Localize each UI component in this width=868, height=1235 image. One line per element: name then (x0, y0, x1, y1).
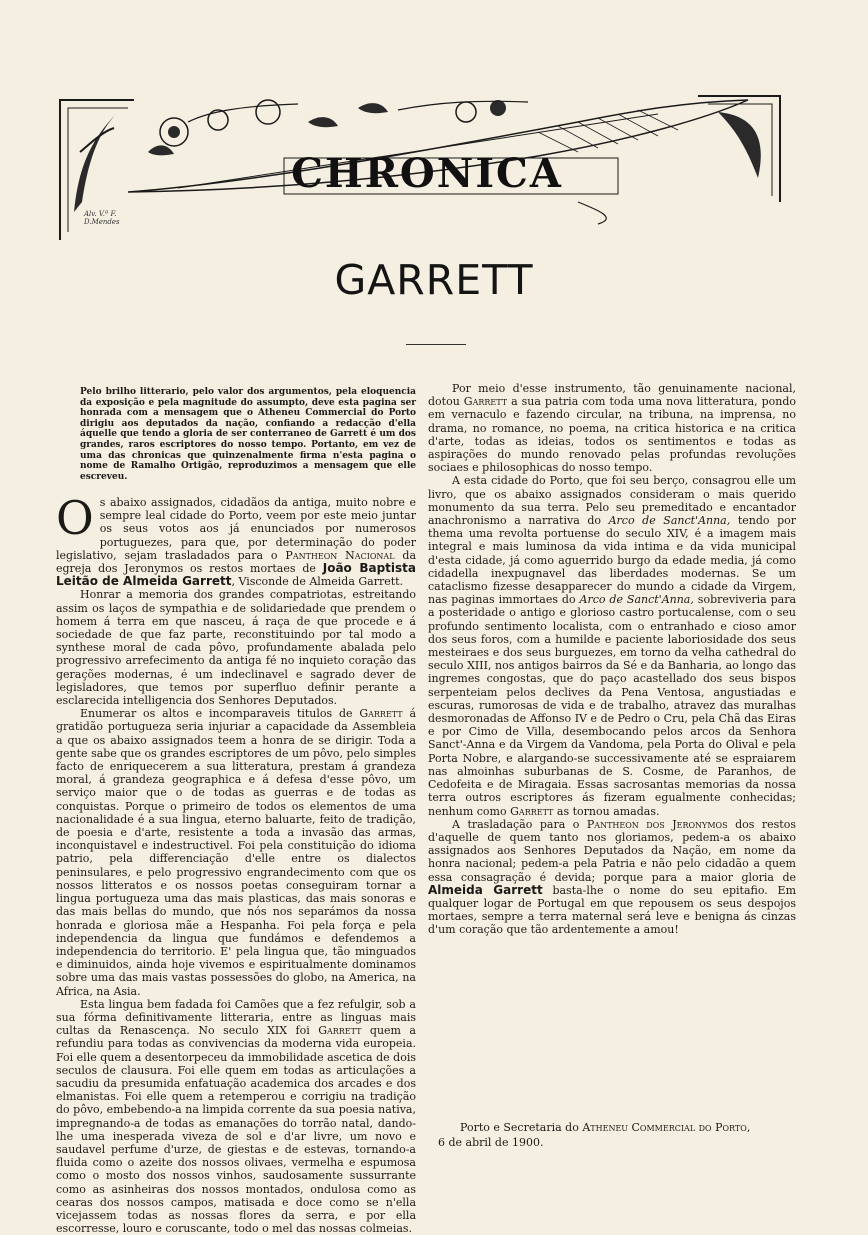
p7-text-c: basta-lhe o nome do seu epitafio. Em qualquer logar de Portugal em que repousem os seus despojos mortaes, sempre a terra maternal será leve e benigna ás cinzas d'um coração que tão ardentemente a amou! (428, 883, 796, 937)
signature-line (438, 1120, 798, 1135)
artist-signature-line1: Alv. V.ª F. (84, 210, 117, 218)
p6-garrett: Garrett (510, 804, 554, 818)
p7-name: Almeida Garrett (428, 882, 543, 897)
artist-signature (84, 210, 144, 226)
p7-text-b: dos restos d'aquelle de quem tanto nos gloriamos, pedem-a os abaixo assignados aos Senhores Deputados da Nação, em nome da honra nacional; pedem-a pela Patria e não pelo cidadão a quem essa consagração é devida; porque para a maior gloria de (428, 817, 796, 884)
p1-name: João Baptista Leitão de Almeida Garrett (56, 561, 416, 589)
p5-text-a: Por meio d'esse instrumento, tão genuinamente nacional, dotou (428, 382, 796, 409)
p6-book-title-2: Arco de Sanct'Anna, (579, 593, 694, 607)
signature-date: 6 de abril de 1900. (438, 1136, 544, 1149)
article-intro: Pelo brilho litterario, pelo valor dos argumentos, pela eloquencia da exposição e pela magnitude do assumpto, deve esta pagina ser honrada com a mensagem que o Atheneu Commercial do Porto dirigiu aos deputados da nação, confiando a redacção d'ella áquelle que tendo a gloria de ser conterraneo de Garrett é um dos grandes, raros escriptores do nosso tempo. Portanto, em vez de uma das chronicas que quinzenalmente firma n'esta pagina o nome de Ramalho Ortigão, reproduzimos a mensagem que elle escreveu. (80, 387, 416, 482)
chronica-banner (58, 92, 782, 242)
sign-org: Atheneu Commercial do Porto (582, 1121, 747, 1134)
p1-text-c: , Visconde de Almeida Garrett. (231, 575, 404, 589)
p3-text-b: á gratidão portugueza seria injuriar a capacidade da Assembleia a que os abaixo assignados teem a honra de se dirigir. Toda a gente sabe que os grandes escriptores de um pôvo, pelo simples facto de enriquecerem a sua litteratura, prestam á grandeza moral, á grandeza geographica e á defesa d'esse pôvo, um serviço maior que o de todas as guerras e de todas as conquistas. Porque o primeiro de todos os elementos de uma nacionalidade é a sua lingua, eterno baluarte, feito de tradição, de poesia e d'arte, resistente a toda a invasão das armas, inconquistavel e indestructivel. Foi pela constituição do idioma patrio, pela differenciação d'elle entre os dialectos peninsulares, e pelo progressivo engrandecimento com que os nossos litteratos e os nossos poetas conseguiram tornar a lingua portugueza uma das mais plasticas, das mais sonoras e das mais bellas do mundo, que nós nos separámos da nossa honrada e gloriosa mãe a Hespanha. Foi pela força e pela independencia da lingua que fundámos e defendemos a independencia do territorio. E' pela lingua que, tão minguados e diminuidos, ainda hoje vivemos e espiritualmente dominamos sobre uma das mais vastas possessões do globo, na America, na Africa, na Asia. (56, 707, 416, 998)
p6-book-title: Arco de Sanct'Anna, (608, 514, 731, 528)
right-column (428, 382, 797, 937)
signature-block (438, 1120, 798, 1150)
p7-text-a: A trasladação para o (452, 817, 580, 831)
p6-text-b: tendo por thema uma revolta portuense do seculo XIV, é a imagem mais integral e mais luminosa da vida intima e da vida municipal d'esta cidade, já como aguerrido burgo da edade media, já como cidadella inexpugnavel das liberdades modernas. Se um cataclismo fizesse desapparecer do mundo a cidade da Virgem, nas paginas immortaes do (428, 514, 796, 607)
p1-text-b: da egreja dos Jeronymos os restos mortaes de (56, 548, 417, 576)
paragraph-1 (56, 491, 417, 589)
p7-pantheon: Pantheon dos Jeronymos (586, 817, 728, 831)
paragraph-7 (428, 818, 796, 937)
paragraph-3 (56, 707, 416, 997)
p6-text-c: sobreviveria para a posteridade o antigo e glorioso castro portucalense, com o seu profundo sentimento localista, com o entranhado e cioso amor dos seus foros, com a humilde e paciente laboriosidade dos seus mesteiraes e dos seus burguezes, em torno da velha cathedral do seculo XIII, nos antigos bairros da Sé e da Banharia, ao longo das ingremes congostas, que do paço acastellado dos seus bispos serpenteiam pelos declives da Pena Ventosa, angustiadas e escuras, rumorosas de vida e de trabalho, atravez das muralhas desmoronadas de Affonso IV e de Pedro o Cru, pela Chã das Eiras e por Cimo de Villa, desembocando pelos arcos da Senhora Sanct'-Anna e da Virgem da Vandoma, pela Porta do Olival e pela Porta Nobre, e alargando-se successivamente até se espraiarem nas almoinhas suburbanas de S. Cosme, de Paranhos, de Cedofeita e de Miragaia. Essas sacrosantas memorias da nossa terra outros escriptores ás fizeram egualmente conhecidas; nenhum como (428, 593, 797, 818)
p5-garrett: Garrett (463, 395, 508, 409)
artist-signature-line2: D.Mendes (84, 218, 120, 226)
banner-title: CHRONICA (291, 150, 563, 197)
p4-garrett: Garrett (318, 1024, 362, 1038)
p3-text-a: Enumerar os altos e incomparaveis titulos de (80, 707, 353, 721)
p6-text-d: as tornou amadas. (556, 804, 660, 818)
sign-text-a: Porto e Secretaria do (460, 1121, 579, 1134)
p3-garrett: Garrett (359, 707, 403, 721)
p6-text-a: A esta cidade do Porto, que foi seu berço, consagrou elle um livro, que os abaixo assignados consideram o mais querido monumento da sua terra. Pelo seu premeditado e encantador anachronismo a narrativa do (428, 474, 796, 528)
dropcap: O (56, 491, 94, 545)
left-column (56, 491, 417, 1235)
sign-text-b: , (746, 1121, 751, 1134)
paragraph-6 (428, 474, 796, 817)
p1-pantheon: Pantheon Nacional (285, 548, 395, 562)
p1-text-a: s abaixo assignados, cidadãos da antiga, muito nobre e sempre leal cidade do Porto, veem por este meio juntar os seus votos aos já enunciados por numerosos portuguezes, para que, por determinação do poder legislativo, sejam trasladados para o (56, 496, 416, 562)
article-title: GARRETT (334, 256, 534, 304)
p4-text-a: Esta lingua bem fadada foi Camões que a fez refulgir, sob a sua fórma definitivamente litteraria, entre as linguas mais cultas da Renascença. No seculo XIX foi (56, 997, 416, 1038)
paragraph-5 (428, 382, 796, 474)
paragraph-4 (56, 997, 416, 1235)
title-divider (406, 344, 466, 345)
p4-text-b: quem a refundiu para todas as convivencias da moderna vida europeia. Foi elle quem a desentorpeceu da immobilidade ascetica de dois seculos de clausura. Foi elle quem em todas as articulações a sacudiu da presumida enfatuação academica dos arcades e dos elmanistas. Foi elle quem a retemperou e corrigiu na tradição do pôvo, embebendo-a na limpida corrente da sua poesia nativa, impregnando-a de todas as emanações do torrão natal, dando-lhe uma inesperada viveza de sol e d'ar livre, um novo e saudavel perfume d'urze, de giestas e de estevas, tornando-a fluida como o azeite dos nossos olivaes, vermelha e espumosa como o mosto dos nossos vinhos, saudosamente sussurrante como as asinheiras dos nossos montados, ondulosa como as cearas dos nossos campos, matisada e doce como se n'ella vicejassem todas as nossas flores da serra, e por ella escorresse, louro e coruscante, todo o mel das nossas colmeias. (56, 1024, 416, 1235)
paragraph-2: Honrar a memoria dos grandes compatriotas, estreitando assim os laços de sympathia e de solidariedade que prendem o homem á terra em que nasceu, á raça de que procede e á sociedade de que faz parte, reconstituindo por tal modo a synthese moral de cada pôvo, profundamente abalada pelo progressivo arrefecimento da antiga fé no inquieto coração das gerações modernas, é um indeclinavel e sagrado dever de legisladores, que temos por superfluo definir perante a esclarecida intelligencia dos Senhores Deputados. (56, 588, 416, 708)
p5-text-b: a sua patria com toda uma nova litteratura, pondo em vernaculo e fazendo circular, na tribuna, na imprensa, no drama, no romance, no poema, na critica historica e na critica d'arte, todas as ideias, todos os sentimentos e todas as aspirações do mundo renovado pelas profundas revoluções sociaes e philosophicas do nosso tempo. (428, 395, 797, 475)
